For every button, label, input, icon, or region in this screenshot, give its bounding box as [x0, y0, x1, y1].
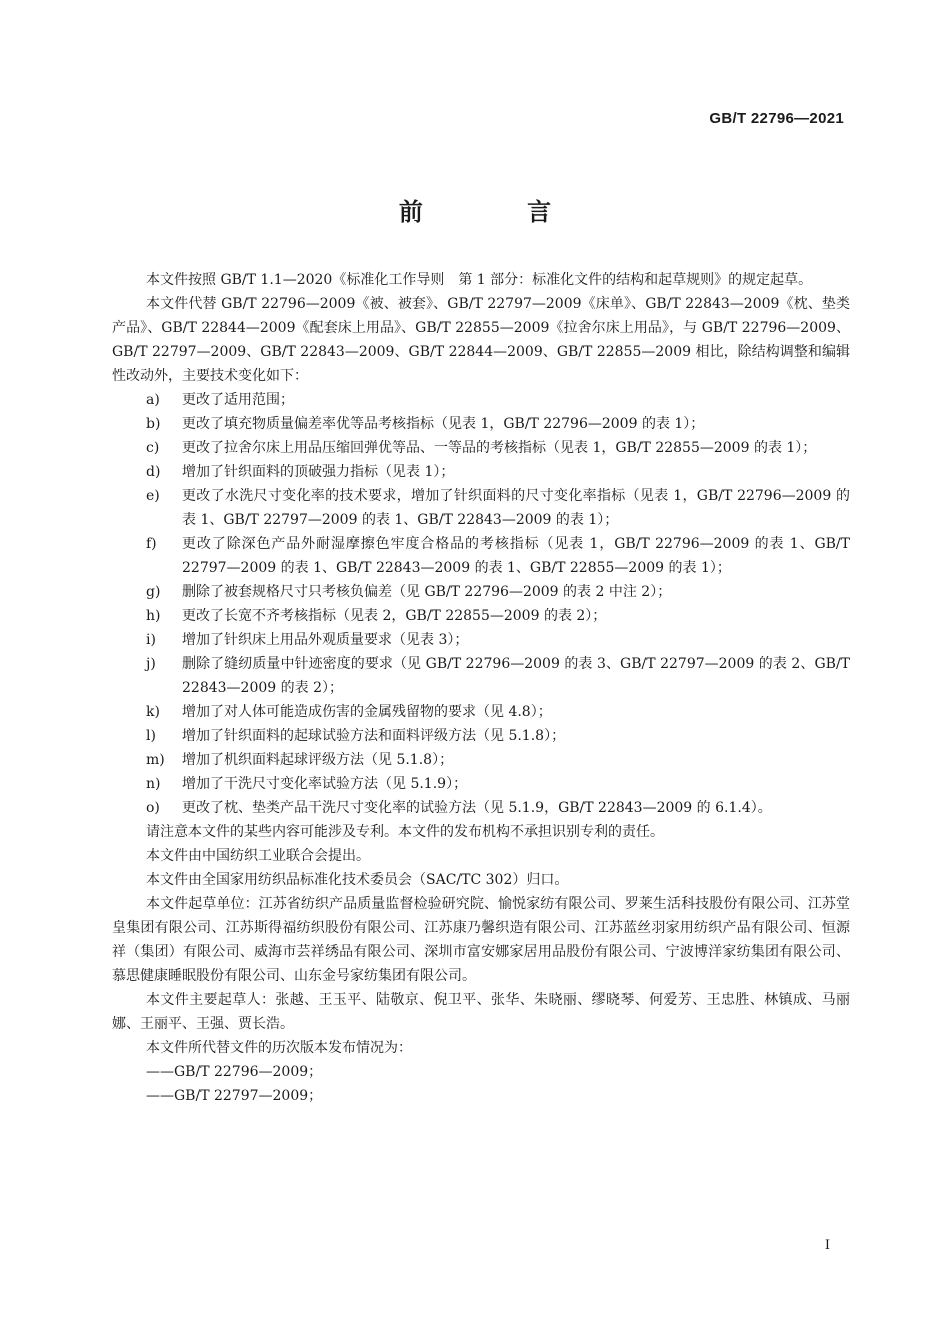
- page-title: 前 言: [398, 198, 600, 226]
- list-item: [112, 388, 850, 412]
- list-marker: e): [146, 488, 160, 504]
- list-item: [112, 484, 850, 532]
- paragraph-patent-notice: 请注意本文件的某些内容可能涉及专利。本文件的发布机构不承担识别专利的责任。: [146, 824, 664, 840]
- list-text: 更改了水洗尺寸变化率的技术要求，增加了针织面料的尺寸变化率指标（见表 1，GB/T 22796—2009 的表 1、GB/T 22797—2009 的表 1、GB/T 22843—2009 的表 1）；: [182, 488, 850, 528]
- paragraph-version-history: 本文件所代替文件的历次版本发布情况为：: [146, 1040, 412, 1056]
- list-item: [112, 724, 850, 748]
- list-text: 更改了除深色产品外耐湿摩擦色牢度合格品的考核指标（见表 1，GB/T 22796—2009 的表 1、GB/T 22797—2009 的表 1、GB/T 22843—2009 的表 1、GB/T 22855—2009 的表 1）；: [182, 536, 850, 576]
- list-text: 增加了针织面料的顶破强力指标（见表 1）；: [182, 464, 455, 480]
- paragraph-replacement: 本文件代替 GB/T 22796—2009《被、被套》、GB/T 22797—2009《床单》、GB/T 22843—2009《枕、垫类产品》、GB/T 22844—2009《配套床上用品》、GB/T 22855—2009《拉舍尔床上用品》，与 GB/T 22796—2009、GB/T 22797—2009、GB/T 22843—2009、GB/T 22844—2009、GB/T 22855—2009 相比，除结构调整和编辑性改动外，主要技术变化如下：: [112, 296, 850, 384]
- list-marker: a): [146, 392, 160, 408]
- list-item: [112, 436, 850, 460]
- paragraph-drafting-basis: 本文件按照 GB/T 1.1—2020《标准化工作导则 第 1 部分：标准化文件的结构和起草规则》的规定起草。: [146, 272, 813, 288]
- list-item: [112, 580, 850, 604]
- list-text: 更改了适用范围；: [182, 392, 294, 408]
- list-item: [112, 460, 850, 484]
- list-text: 更改了填充物质量偏差率优等品考核指标（见表 1，GB/T 22796—2009 的表 1）；: [182, 416, 705, 432]
- list-item: [112, 628, 850, 652]
- paragraph-main-drafters: 本文件主要起草人：张越、王玉平、陆敬京、倪卫平、张华、朱晓丽、缪晓琴、何爱芳、王忠胜、林镇成、马丽娜、王丽平、王强、贾长浩。: [112, 992, 850, 1032]
- list-text: 增加了机织面料起球评级方法（见 5.1.8）；: [182, 752, 454, 768]
- list-marker: i): [146, 632, 156, 648]
- foreword-content: [112, 268, 850, 1108]
- list-marker: n): [146, 776, 161, 792]
- list-marker: d): [146, 464, 161, 480]
- history-item: ——GB/T 22796—2009；: [146, 1064, 323, 1080]
- list-marker: f): [146, 536, 157, 552]
- paragraph-proposed-by: 本文件由中国纺织工业联合会提出。: [146, 848, 370, 864]
- list-text: 更改了拉舍尔床上用品压缩回弹优等品、一等品的考核指标（见表 1，GB/T 22855—2009 的表 1）；: [182, 440, 817, 456]
- list-text: 删除了缝纫质量中针迹密度的要求（见 GB/T 22796—2009 的表 3、GB/T 22797—2009 的表 2、GB/T 22843—2009 的表 2）；: [182, 656, 850, 696]
- paragraph-drafting-units: 本文件起草单位：江苏省纺织产品质量监督检验研究院、愉悦家纺有限公司、罗莱生活科技股份有限公司、江苏堂皇集团有限公司、江苏斯得福纺织股份有限公司、江苏康乃馨织造有限公司、江苏蓝丝羽家用纺织产品有限公司、恒源祥（集团）有限公司、威海市芸祥绣品有限公司、深圳市富安娜家居用品股份有限公司、宁波博洋家纺集团有限公司、慕思健康睡眠股份有限公司、山东金号家纺集团有限公司。: [112, 896, 850, 984]
- list-item: [112, 796, 850, 820]
- list-text: 增加了干洗尺寸变化率试验方法（见 5.1.9）；: [182, 776, 468, 792]
- list-item: [112, 700, 850, 724]
- list-marker: h): [146, 608, 161, 624]
- list-marker: j): [146, 656, 156, 672]
- list-text: 增加了针织床上用品外观质量要求（见表 3）；: [182, 632, 469, 648]
- list-marker: c): [146, 440, 160, 456]
- list-marker: g): [146, 584, 161, 600]
- list-text: 增加了针织面料的起球试验方法和面料评级方法（见 5.1.8）；: [182, 728, 566, 744]
- list-item: [112, 772, 850, 796]
- list-item: [112, 412, 850, 436]
- list-item: [112, 604, 850, 628]
- list-item: [112, 748, 850, 772]
- list-marker: b): [146, 416, 161, 432]
- list-marker: k): [146, 704, 160, 720]
- list-item: [112, 532, 850, 580]
- list-text: 删除了被套规格尺寸只考核负偏差（见 GB/T 22796—2009 的表 2 中注 2）；: [182, 584, 672, 600]
- paragraph-under-jurisdiction: 本文件由全国家用纺织品标准化技术委员会（SAC/TC 302）归口。: [146, 872, 569, 888]
- list-item: [112, 652, 850, 700]
- history-item: ——GB/T 22797—2009；: [146, 1088, 323, 1104]
- list-marker: l): [146, 728, 156, 744]
- standard-code: GB/T 22796—2021: [709, 110, 844, 127]
- list-marker: m): [146, 752, 165, 768]
- list-text: 更改了枕、垫类产品干洗尺寸变化率的试验方法（见 5.1.9，GB/T 22843—2009 的 6.1.4）。: [182, 800, 772, 816]
- page-number: I: [824, 1238, 830, 1253]
- list-marker: o): [146, 800, 160, 816]
- list-text: 更改了长宽不齐考核指标（见表 2，GB/T 22855—2009 的表 2）；: [182, 608, 607, 624]
- list-text: 增加了对人体可能造成伤害的金属残留物的要求（见 4.8）；: [182, 704, 552, 720]
- changes-list: [112, 388, 850, 820]
